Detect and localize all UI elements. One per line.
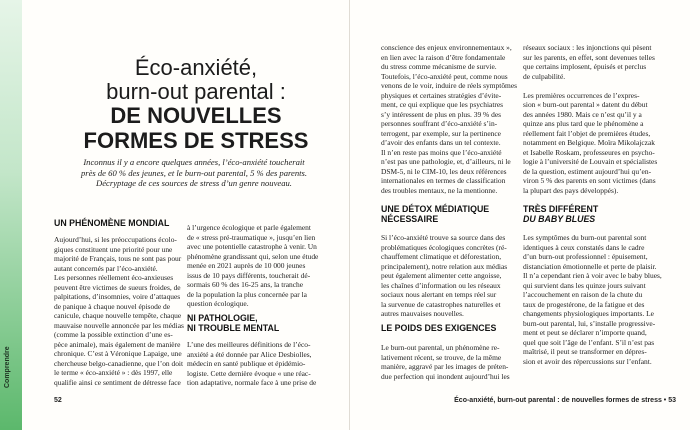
text-line: logie à l’université de Louvain et spécialistes bbox=[523, 157, 658, 166]
text-line: sion « burn-out parental » datent du début bbox=[523, 100, 648, 109]
text-line: chauffement climatique et déforestation, bbox=[381, 252, 502, 261]
text-line: palpitations, d’insomnies, voire d’attaques bbox=[54, 292, 181, 301]
text-line: sormais 60 % des 16-25 ans, la tranche bbox=[187, 280, 304, 289]
body-column-2-continued bbox=[187, 340, 317, 388]
body-column-3-continued bbox=[381, 233, 513, 319]
section-heading: DU BABY BLUES bbox=[523, 214, 596, 224]
text-line: Aujourd’hui, si les préoccupations écolo- bbox=[54, 235, 177, 244]
right-page bbox=[350, 0, 700, 430]
text-line: l’accouchement en raison de la chute du bbox=[523, 290, 643, 299]
body-column-3 bbox=[381, 43, 518, 195]
text-line: qui survient dans les quinze jours suivant bbox=[523, 280, 646, 290]
text-line: conscience des enjeux environnementaux », bbox=[381, 43, 512, 52]
text-line: personnes souffrant d’éco-anxiété s’in- bbox=[381, 119, 498, 128]
text-line: question écologique. bbox=[187, 299, 249, 308]
text-line: phénomène grandissant qui, selon une étude bbox=[187, 251, 319, 261]
text-line: du stress comme mécanisme de survie. bbox=[381, 62, 497, 71]
text-line: de « stress pré-traumatique », jusqu’en lien bbox=[187, 232, 316, 242]
text-line: internationales en termes de classification bbox=[381, 176, 506, 185]
text-line: en lien avec la raison d’être fondamentale bbox=[381, 52, 506, 62]
text-line: réellement fait l’objet de premières études, bbox=[523, 128, 651, 138]
body-column-3-end bbox=[381, 343, 513, 381]
text-line: canicule, chaque nouvelle tempête, chaque bbox=[54, 311, 182, 320]
body-column-1 bbox=[54, 235, 184, 387]
title-line-1: Éco-anxiété, bbox=[134, 55, 258, 80]
text-line: s’y intéressent de plus en plus. 39 % des bbox=[381, 109, 502, 119]
text-line: quel que soit l’âge de l’enfant. S’il n’est pas bbox=[523, 337, 655, 347]
text-line: d’un burn-out professionnel : épuisement, bbox=[523, 252, 648, 261]
text-line: médecin en santé publique et épidémio- bbox=[187, 359, 306, 368]
text-line bbox=[523, 81, 663, 91]
text-line: terrogent, par exemple, sur la pertinence bbox=[381, 128, 501, 138]
text-line: majorité de Français, tous ne sont pas pour bbox=[54, 254, 182, 263]
text-line: d’avoir des enfants dans un tel contexte. bbox=[381, 138, 501, 147]
text-line: peut également alimenter cette angoisse, bbox=[381, 271, 502, 280]
text-line: Il n’a cependant rien à voir avec le baby blues, bbox=[523, 271, 662, 280]
text-line: chercheuse belgo-canadienne, que l’on doit bbox=[54, 358, 184, 368]
text-line: que certains implosent, épuisés et perclus bbox=[523, 62, 647, 71]
section-heading: NI PATHOLOGIE, bbox=[187, 313, 258, 323]
intro-line: Inconnus il y a encore quelques années, l’éco-anxiété toucherait bbox=[83, 157, 305, 167]
text-line: Le burn-out parental, un phénomène re- bbox=[381, 343, 500, 352]
title-line-3: DE NOUVELLES bbox=[110, 103, 282, 128]
text-line: le terme « éco-anxiété » : dès 1997, elle bbox=[54, 368, 173, 377]
intro-line: Décryptage de ces sources de stress d’un genre nouveau. bbox=[96, 178, 292, 189]
text-line: qualifie ainsi ce sentiment de détresse face bbox=[54, 377, 181, 387]
text-line: de panique à chaque nouvel épisode de bbox=[54, 301, 171, 311]
text-line: à l’urgence écologique et parle également bbox=[187, 223, 311, 232]
text-line: Les personnes réellement éco-anxieuses bbox=[54, 273, 174, 282]
running-footer-right: Éco-anxiété, burn-out parental : de nouvelles formes de stress • 53 bbox=[454, 397, 676, 404]
text-line: autres mauvaises nouvelles. bbox=[381, 309, 464, 318]
text-line: de culpabilité. bbox=[523, 71, 566, 81]
intro-paragraph bbox=[60, 157, 328, 189]
text-line: L’une des meilleures définitions de l’éco- bbox=[187, 340, 311, 349]
page-number-left: 52 bbox=[54, 397, 62, 404]
text-line: réseaux sociaux : les injonctions qui pèsent bbox=[523, 43, 652, 52]
text-line: giques constituent une priorité pour une bbox=[54, 244, 173, 254]
body-column-2 bbox=[187, 223, 317, 309]
text-line: (comme la possible extinction d’une es- bbox=[54, 330, 173, 339]
text-line: notamment en Belgique. Moïra Mikolajczak bbox=[523, 138, 655, 147]
section-tab-label: Comprendre bbox=[4, 346, 11, 388]
text-line: venons de le voir, induire de réels symptômes bbox=[381, 81, 518, 90]
text-line: Les symptômes du burn-out parental sont bbox=[523, 233, 647, 242]
text-line: identiques à ceux constatés dans le cadre bbox=[523, 242, 645, 252]
text-line: changements physiologiques importants. Le bbox=[523, 309, 654, 318]
text-line: Les premières occurrences de l’expres- bbox=[523, 90, 640, 100]
text-line: n’est pas une pathologie, et, d’ailleurs, ni le bbox=[381, 157, 511, 166]
text-line: distanciation émotionnelle et perte de plaisir. bbox=[523, 261, 657, 271]
text-line: autant concernés par l’éco-anxiété. bbox=[54, 263, 158, 273]
text-line: les chaînes d’information ou les réseaux bbox=[381, 280, 501, 290]
text-line: ment, ce qui explique que les psychiatres bbox=[381, 100, 504, 109]
text-line: de la population la plus concernée par la bbox=[187, 289, 307, 299]
text-line: et Isabelle Roskam, professeures en psycho- bbox=[523, 147, 655, 157]
text-line: des années 1980. Mais ce n’est qu’il y a bbox=[523, 109, 642, 119]
title-line-4: FORMES DE STRESS bbox=[83, 128, 309, 153]
text-line: quinze ans plus tard que le phénomène a bbox=[523, 119, 644, 128]
text-line: due perfection qui inondent aujourd’hui les bbox=[381, 371, 510, 381]
text-line: ment et peut se déclarer n’importe quand, bbox=[523, 328, 647, 337]
intro-line: près de 60 % des jeunes, et le burn-out parental, 5 % des parents. bbox=[80, 167, 308, 178]
body-column-4 bbox=[523, 43, 663, 195]
body-column-4-continued bbox=[523, 233, 663, 366]
text-line: avec une potentielle catastrophe à venir. Un bbox=[187, 242, 317, 251]
text-line: burn-out parental, lui, s’installe progressive- bbox=[523, 318, 656, 328]
text-line: Toutefois, l’éco-anxiété peut, comme nous bbox=[381, 71, 508, 81]
text-line: manière, aggravé par les images de préten- bbox=[381, 362, 509, 371]
text-line: de la question, estiment aujourd’hui qu’en- bbox=[523, 166, 652, 176]
section-heading: NÉCESSAIRE bbox=[381, 214, 439, 224]
text-line: sion et avoir des répercussions sur l’enfant. bbox=[523, 356, 652, 366]
text-line: physiques et certaines stratégies d’évite- bbox=[381, 90, 502, 100]
text-line: problématiques écologiques concrètes (ré- bbox=[381, 242, 507, 252]
text-line: principalement), notre relation aux médias bbox=[381, 261, 508, 271]
text-line: sur les parents, en effet, sont devenues telles bbox=[523, 52, 655, 62]
section-heading: UN PHÉNOMÈNE MONDIAL bbox=[54, 218, 170, 228]
section-heading: LE POIDS DES EXIGENCES bbox=[381, 323, 497, 333]
text-line: la survenue de catastrophes naturelles et bbox=[381, 299, 501, 309]
text-line: chronique. C’est à Véronique Lapaige, une bbox=[54, 349, 182, 358]
text-line: logiste. Cette dernière évoque « une réac- bbox=[187, 368, 311, 378]
text-line: Si l’éco-anxiété trouve sa source dans des bbox=[381, 233, 506, 242]
section-heading: TRÈS DIFFÉRENT bbox=[523, 204, 599, 214]
title-line-2: burn-out parental : bbox=[106, 79, 286, 104]
text-line: tion adaptative, normale face à une prise de bbox=[187, 378, 317, 387]
text-line: pèce animale), mais également de manière bbox=[54, 339, 181, 349]
text-line: taux de progestérone, de la fatigue et des bbox=[523, 299, 645, 309]
text-line: peuvent être victimes de sueurs froides, de bbox=[54, 282, 181, 292]
text-line: mauvaise nouvelle annoncée par les médias bbox=[54, 320, 184, 330]
section-heading: NI TROUBLE MENTAL bbox=[187, 323, 280, 333]
text-line: lativement récent, se trouve, de la même bbox=[381, 352, 502, 362]
text-line: issus de 10 pays différents, toucherait dé- bbox=[187, 270, 311, 280]
text-line: sociaux nous alertant en temps réel sur bbox=[381, 290, 497, 299]
text-line: Il n’en reste pas moins que l’éco-anxiété bbox=[381, 147, 502, 157]
text-line: anxiété a été donnée par Alice Desbiolles, bbox=[187, 349, 312, 359]
text-line: la plupart des pays développés). bbox=[523, 185, 619, 195]
text-line: DSM-5, ni le CIM-10, les deux références bbox=[381, 166, 507, 176]
text-line: maîtrisé, il peut se transformer en dépres- bbox=[523, 347, 647, 356]
text-line: viron 5 % des parents en sont victimes (dans bbox=[523, 176, 656, 185]
text-line: menée en 2021 auprès de 10 000 jeunes bbox=[187, 261, 306, 270]
text-line: des troubles mentaux, ne la mentionne. bbox=[381, 185, 498, 195]
section-heading: UNE DÉTOX MÉDIATIQUE bbox=[381, 204, 490, 214]
